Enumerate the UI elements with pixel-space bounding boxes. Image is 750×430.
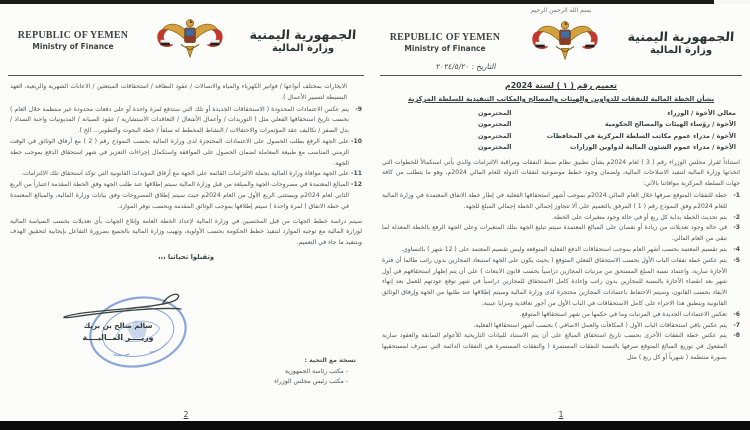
page-2-body bbox=[10, 78, 362, 261]
country-name-ar: الجمهورية اليمنية bbox=[627, 28, 735, 44]
minister-title: وزيــــر المــاليــــة bbox=[82, 333, 154, 342]
numbered-items-1-8 bbox=[382, 191, 740, 364]
circular-subject: بشأن الخطة المالية للنفقات للدواوين والهيئات والمصالح والمكاتب التنفيذية للسلطة المركزية bbox=[407, 95, 715, 103]
header-divider bbox=[8, 75, 364, 76]
yemen-coat-of-arms-icon bbox=[153, 15, 227, 65]
item-text: على الجهة موافاة وزارة المالية بجملة الالتزامات القائمة على الجهة مع أرفاق المؤيدات القانونية التي تؤكد استحقاق تلك الالتزامات. bbox=[21, 170, 349, 178]
list-item bbox=[10, 137, 362, 169]
cc-item: - مكتب رئاسة الجمهورية bbox=[284, 367, 348, 375]
item-text: يتم تحديث الخطة بداية كل ربع أو في حالة وجود متغيرات على الخطة. bbox=[551, 213, 727, 221]
item-number: 1- bbox=[733, 192, 740, 200]
letterhead bbox=[0, 13, 372, 65]
addressee-row bbox=[386, 108, 736, 119]
addressee-row bbox=[386, 131, 736, 142]
item-text: يتم عكس خطة النفقات الأخرى بحسب تاريخ استحقاق المبالغ على أن يتم الاستناد للبيانات التاريخية للأعوام السابقة والعقود سارية المفعول في توزيع المبالغ المتوقع صرفها بالنسبة للنفقات المستمرة ( والنفقات المستمرة هي النفقات الدائمة التي تصرف لمستحقيها بصورة منتظمة ( شهرياً أو كل ربع ) مثل bbox=[382, 332, 727, 361]
item-number: 3- bbox=[733, 224, 740, 232]
country-name-ar: الجمهورية اليمنية bbox=[249, 26, 357, 42]
item-8-continuation: الايجارات بمختلف أنواعها / فواتير الكهرباء والمياه والاتصالات / عقود النظافة / استحقاقات المبتعثين / الاعانات الشهرية والربعية، العهد البسيطة لتسيير الأعمال ). bbox=[10, 83, 347, 101]
letterhead-arabic bbox=[248, 27, 358, 54]
list-item bbox=[10, 169, 362, 180]
date-label: التاريخ : bbox=[471, 62, 497, 71]
country-name-en: REPUBLIC OF YEMEN bbox=[17, 29, 129, 41]
document-page-2 bbox=[0, 4, 372, 421]
letterhead-english bbox=[386, 32, 504, 53]
item-number: 6- bbox=[733, 310, 740, 318]
yemen-coat-of-arms-icon bbox=[528, 17, 602, 67]
item-number: 4- bbox=[733, 246, 740, 253]
closing-paragraph: سيتم دراسة خطط الجهات من قبل المختصين في وزارة المالية لإعداد الخطة العامة وإبلاغ الجهات بأي تعديلات بحسب السياسة المالية لوزارة المالية مع توجيه الموارد لتنفيذ خطط الحكومة بحسب الأولوية، وتهيب وزارة المالية بالجميع بضرورة التفاعل بإيجابية لتحقيق الهدف وبتنفيذ ما جاء في التعميم. bbox=[10, 217, 362, 247]
cc-label: نسخة مع التحية : bbox=[304, 357, 356, 364]
bottom-scan-bar bbox=[0, 421, 750, 430]
page-number: 2 bbox=[183, 410, 189, 419]
item-text: يتم عكس الاعتمادات المحدودة ( الاستحقاقات الجديدة أو تلك التي ستدفع لمرة واحدة أو على دفعات محدودة غير منتظمة خلال العام ) بحسب تاريخ استحقاقها الفعلي مثل ( التوريدات / وأعمال الأشغال / التعاقدات الاستشارية / عقود الصيانة / المديونيات واجبة السداد / بدل السفر / تكاليف عقد المؤتمرات والاحتفالات / النشاط المخطط له سلفاً / خطة البحوث والتطوير... الخ ). bbox=[10, 105, 349, 135]
item-number: 7- bbox=[733, 321, 740, 329]
letterhead-arabic bbox=[626, 29, 736, 56]
item-number: 11- bbox=[350, 170, 362, 178]
ministry-name-en: Ministry of Finance bbox=[32, 41, 114, 51]
item-number: 10- bbox=[350, 137, 362, 145]
item-text: على الجهة الرفع بطلب الحصول على الاعتمادات المحتجزة لدى وزارة المالية بحسب النموذج رقم ( 2 ) مع أرفاق الوثائق في الوقت الزمني المناسب مع طبيعة المعاملة لضمان الحصول على الموافقة واستكمال إجراءات التعزيز في شهر استحقاق الدفع بموجب خطة الجهة. bbox=[10, 137, 349, 167]
numbered-items-9-12 bbox=[10, 105, 362, 213]
addressee-to: الأخوة / مدراء عموم مكاتب السلطة المركزية في المحافظات bbox=[546, 131, 736, 140]
letterhead bbox=[372, 15, 750, 67]
list-item bbox=[382, 321, 740, 332]
list-item bbox=[382, 213, 740, 224]
item-text: يتم عكس باقي استحقاقات الباب الأول ( المكافآت والعمل الاضافي ) بحسب أشهر استحقاقها الفعلية. bbox=[473, 321, 727, 329]
item-text: يتم عكس خطة نفقات الباب الأول بحسب الاستحقاق الفعلي المتوقع ( بحيث يكون على الجهة استبعاد المجازين بدون راتب طالما أن فترة الأجازة سارية، واعتماد نسبة المبلغ المستحق من مرتبات المجازين دراسياً بحسب قانون الابتعاث ) على أن يتم إظهار استحقاقهم في أول شهر بعد انقضاء الأجازة بالنسبة للمجازين بدون راتب وإعادة كامل الاستحقاق للمجازين دراسياً في شهر توقع عودتهم للعمل بعد إنهاء الايفاد بحسب القانون، وسيتم الاحتفاظ باعتمادات المجازين محتجزة لدى وزارة المالية وسيتم إطلاقها عند طلبها من الجهة وإرفاق الوثائق القانونية وينطبق هذا الاجراء على كامل الاستحقاقات في الباب الأول من أجور تعاقدية ومزايا عينية. bbox=[382, 256, 727, 307]
addressee-to: معالي الأخوة / الوزراء bbox=[667, 109, 736, 117]
minister-name: سالم صالح بن بريك bbox=[83, 321, 153, 330]
cc-block bbox=[274, 356, 356, 388]
circular-title: تعميم رقم ( ١ ) لسنة 2024م bbox=[505, 81, 617, 90]
signature-block bbox=[38, 289, 198, 342]
addressee-honorific: المحترمون bbox=[478, 131, 512, 140]
salutation: وتقبلوا تحياتنا ،،، bbox=[157, 252, 215, 261]
item-text: تعكس الاعتمادات الجديدة في المرتبات وما في حكمها من شهر استحقاقها المتوقع. bbox=[519, 310, 727, 318]
addressee-row bbox=[386, 142, 736, 153]
item-number: 8- bbox=[733, 332, 740, 340]
item-number: 2- bbox=[733, 213, 740, 221]
bismillah-text: بسم الله الرحمن الرحيم bbox=[530, 7, 592, 14]
handwritten-date bbox=[435, 62, 496, 71]
item-number: 5- bbox=[733, 256, 740, 264]
addressee-row bbox=[386, 119, 736, 130]
page-number: 1 bbox=[558, 410, 564, 419]
item-text: يتم تقسيم المعتمد بحسب أشهر العام بموجب استحقاقات الدفع الفعلية المتوقعة وليس تقسيم المعتمد على ( 12 شهر ) بالتساوي. bbox=[401, 246, 727, 253]
addressees-list bbox=[386, 108, 736, 154]
intro-paragraph: استناداً لقرار مجلس الوزراء رقم ( 3 ) لعام 2024م بشأن تطبيق نظام ضبط النفقات ومراقبة الالتزامات والذي يأتي استكمالاً للخطوات التي اتخذتها وزارة المالية لتنفيذ الاصلاحات المالية، ولضمان وجود خطط موضوعية لنفقات الدولة للعام المالي 2024م، وهو ما يتطلب من كافة جهات السلطة المركزية موافاتنا بالآتي: bbox=[382, 158, 740, 188]
ministry-name-en: Ministry of Finance bbox=[404, 43, 486, 53]
country-name-en: REPUBLIC OF YEMEN bbox=[389, 31, 501, 43]
item-text: خطة للنفقات المتوقع صرفها خلال العام المالي 2024م بموجب أشهر استحقاقها الفعلية في إطار خطة الانفاق المعتمدة في وزارة المالية للعام 2024م وفق النموذج رقم ( 1 ) المرفق بالتعميم على ألا تتجاوز إجمالي الخطة إجمالي المبلغ للجهة. bbox=[382, 192, 727, 210]
document-page-1 bbox=[372, 4, 750, 421]
ministry-name-ar: وزارة المالية bbox=[649, 44, 713, 56]
item-number: 9- bbox=[355, 105, 362, 113]
list-item bbox=[382, 310, 740, 321]
item-number: 12- bbox=[350, 181, 362, 189]
addressee-to: الأخوة / رؤساء الهيئات والمصالح الحكومية bbox=[604, 120, 736, 129]
ministry-name-ar: وزارة المالية bbox=[271, 42, 335, 54]
list-item bbox=[382, 331, 740, 363]
list-item bbox=[382, 191, 740, 213]
list-item bbox=[382, 223, 740, 245]
item-text: في حالة وجود تعديلات من زيادة أو نقصان على المبالغ المعتمدة سيتم تبليغ الجهة بتلك المتغيرات وعلى الجهة الرفع بالخطة المعدلة لما تبقى من العام المالي. bbox=[382, 224, 727, 243]
list-item bbox=[382, 256, 740, 310]
addressee-to: الأخوة / مدراء عموم الشئون المالية لدواوين الوزارات bbox=[570, 143, 736, 152]
addressee-honorific: المحترمون bbox=[478, 109, 512, 117]
letterhead-english bbox=[14, 30, 132, 51]
cc-item: - مكتب رئيس مجلس الوزراء bbox=[274, 378, 348, 385]
item-text: المبالغ المعتمدة في مصروحات الجهة والمبلغة من قبل وزارة المالية سيتم إطلاقها عند طلب الجهة وفق الخطة المقدمة اعتباراً من الربع الثاني لعام 2024م ويستثنى الربع الأول من العام 2024م حيث سيتم إطلاق المصروحات وفق بيانات وزارة المالية، والمبالغ المعتمدة في خطة الانفاق ( لمرة واحدة ) سيتم إطلاقها بموجب الوثائق المقدمة وبحسب توفر الموارد. bbox=[10, 181, 349, 210]
addressee-honorific: المحترمون bbox=[478, 120, 512, 129]
list-item bbox=[10, 105, 362, 137]
list-item bbox=[382, 245, 740, 256]
header-divider bbox=[380, 75, 742, 76]
date-value: ٢٠٢٤/٥/٢٠ bbox=[435, 62, 470, 71]
handwritten-signature bbox=[43, 289, 193, 323]
page-1-body bbox=[382, 78, 740, 364]
addressee-honorific: المحترمون bbox=[478, 143, 512, 152]
list-item bbox=[10, 180, 362, 212]
